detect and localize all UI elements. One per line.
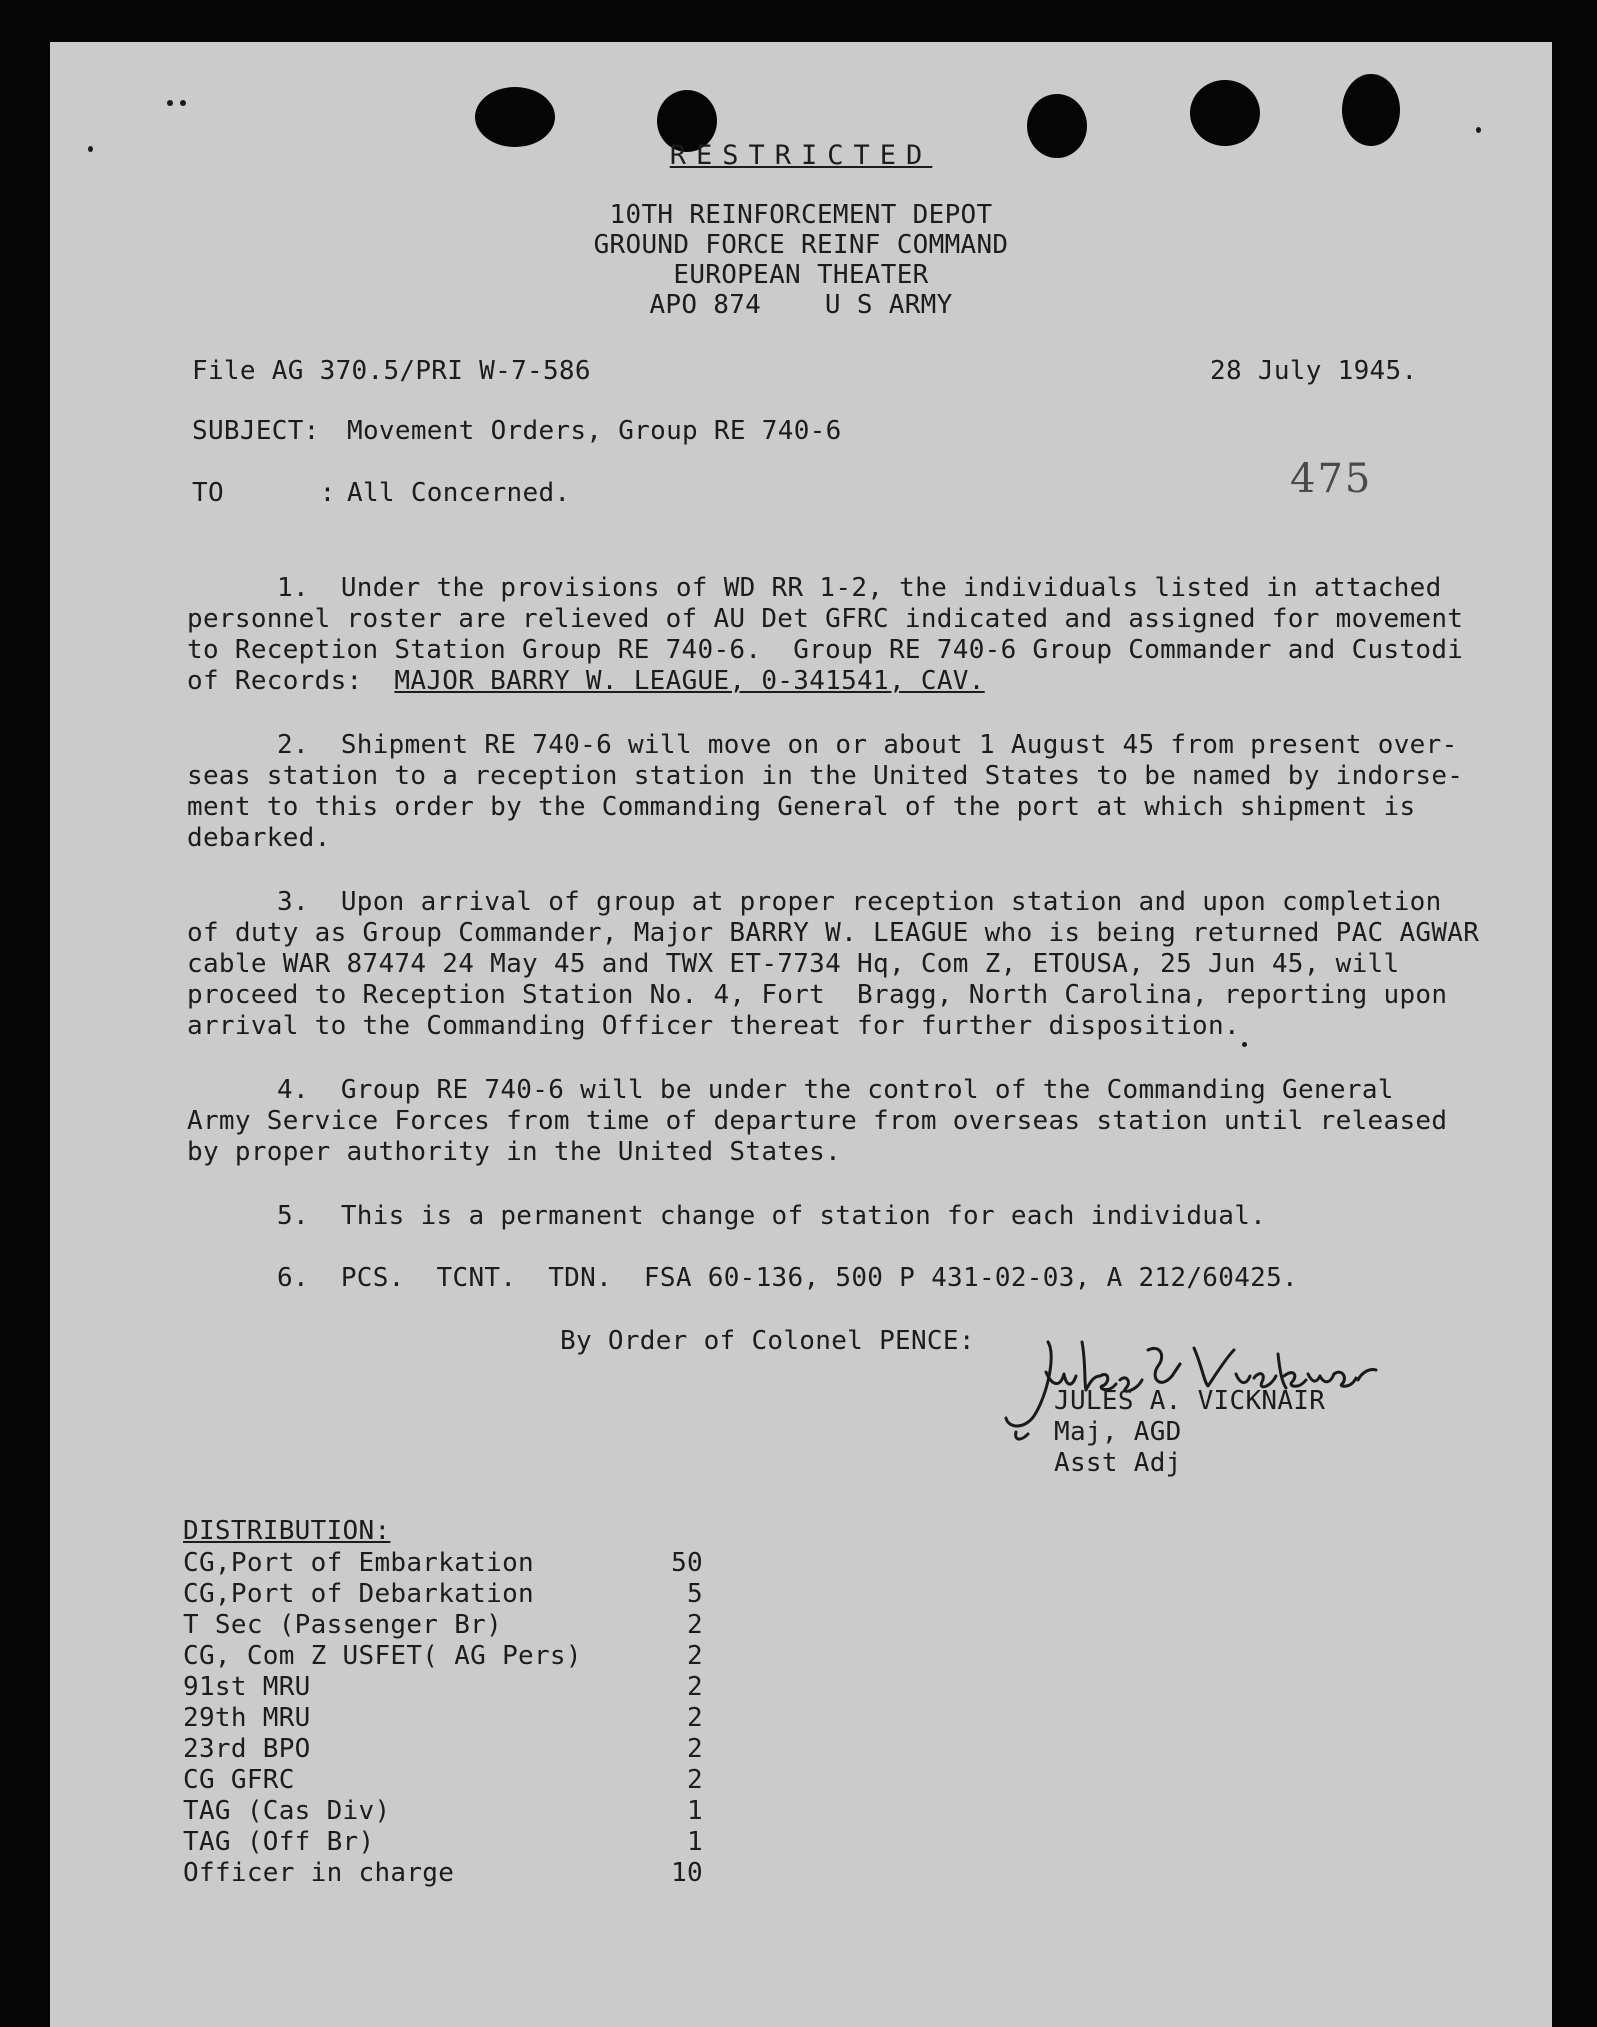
distribution-heading: DISTRIBUTION: [183, 1516, 391, 1546]
speck [1242, 1042, 1247, 1047]
distribution-recipient: 23rd BPO [183, 1734, 311, 1764]
para-2-line-4: debarked. [187, 823, 331, 853]
para-3-line-1: 3. Upon arrival of group at proper reception station and upon completion [277, 887, 1442, 917]
distribution-row [183, 1705, 703, 1735]
distribution-row [183, 1798, 703, 1828]
distribution-quantity: 2 [687, 1765, 703, 1795]
distribution-recipient: CG GFRC [183, 1765, 295, 1795]
para-4-line-3: by proper authority in the United States. [187, 1137, 842, 1167]
para-2-line-3: ment to this order by the Commanding General of the port at which shipment is [187, 792, 1416, 822]
para-1-prefix: of Records: [187, 666, 395, 696]
signer-name: JULES A. VICKNAIR [1054, 1386, 1326, 1416]
distribution-recipient: CG, Com Z USFET( AG Pers) [183, 1641, 582, 1671]
para-1-line-4 [187, 668, 985, 694]
org-line-2: GROUND FORCE REINF COMMAND [593, 230, 1009, 260]
by-order-line: By Order of Colonel PENCE: [560, 1326, 975, 1356]
distribution-row [183, 1860, 703, 1890]
distribution-row [183, 1829, 703, 1859]
org-line-3: EUROPEAN THEATER [673, 260, 929, 290]
distribution-quantity: 2 [687, 1703, 703, 1733]
distribution-quantity: 2 [687, 1672, 703, 1702]
para-6-line-1: 6. PCS. TCNT. TDN. FSA 60-136, 500 P 431-02-03, A 212/60425. [277, 1263, 1299, 1293]
document-date: 28 July 1945. [1210, 356, 1418, 386]
para-1-line-2: personnel roster are relieved of AU Det GFRC indicated and assigned for movement [187, 604, 1464, 634]
distribution-row [183, 1767, 703, 1797]
distribution-row [183, 1581, 703, 1611]
para-4-line-1: 4. Group RE 740-6 will be under the control of the Commanding General [277, 1075, 1394, 1105]
handwritten-signature [990, 1324, 1390, 1447]
org-line-4: APO 874 U S ARMY [649, 290, 953, 320]
subject-label: SUBJECT: [192, 416, 320, 446]
distribution-quantity: 2 [687, 1610, 703, 1640]
speck [180, 100, 186, 106]
para-1-line-1: 1. Under the provisions of WD RR 1-2, the individuals listed in attached [277, 573, 1442, 603]
to-text: All Concerned. [347, 478, 571, 508]
distribution-quantity: 10 [671, 1858, 703, 1888]
to-label: TO : [192, 478, 336, 508]
distribution-quantity: 2 [687, 1641, 703, 1671]
para-2-line-2: seas station to a reception station in the United States to be named by indorse- [187, 761, 1464, 791]
distribution-recipient: CG,Port of Embarkation [183, 1548, 534, 1578]
distribution-row [183, 1674, 703, 1704]
para-4-line-2: Army Service Forces from time of departure from overseas station until released [187, 1106, 1448, 1136]
para-3-line-4: proceed to Reception Station No. 4, Fort Bragg, North Carolina, reporting upon [187, 980, 1448, 1010]
file-reference: File AG 370.5/PRI W-7-586 [192, 356, 591, 386]
para-5-line-1: 5. This is a permanent change of station for each individual. [277, 1201, 1267, 1231]
document-page [50, 42, 1552, 2027]
distribution-quantity: 1 [687, 1796, 703, 1826]
distribution-quantity: 1 [687, 1827, 703, 1857]
para-2-line-1: 2. Shipment RE 740-6 will move on or about 1 August 45 from present over- [277, 730, 1458, 760]
signer-title: Asst Adj [1054, 1448, 1182, 1478]
distribution-row [183, 1612, 703, 1642]
speck [1476, 127, 1481, 133]
para-3-line-2: of duty as Group Commander, Major BARRY W. LEAGUE who is being returned PAC AGWAR [187, 918, 1480, 948]
classification-marking: RESTRICTED [669, 140, 933, 171]
distribution-row [183, 1643, 703, 1673]
punch-hole [1190, 80, 1260, 146]
distribution-recipient: 29th MRU [183, 1703, 311, 1733]
speck [167, 100, 173, 106]
distribution-recipient: 91st MRU [183, 1672, 311, 1702]
distribution-recipient: T Sec (Passenger Br) [183, 1610, 503, 1640]
stamp-number: 475 [1290, 456, 1373, 502]
distribution-quantity: 5 [687, 1579, 703, 1609]
punch-hole [475, 87, 555, 147]
distribution-recipient: TAG (Cas Div) [183, 1796, 391, 1826]
distribution-quantity: 2 [687, 1734, 703, 1764]
distribution-recipient: Officer in charge [183, 1858, 455, 1888]
subject-text: Movement Orders, Group RE 740-6 [347, 416, 842, 446]
distribution-row [183, 1550, 703, 1580]
punch-hole [1342, 74, 1400, 146]
distribution-recipient: CG,Port of Debarkation [183, 1579, 534, 1609]
para-3-line-3: cable WAR 87474 24 May 45 and TWX ET-7734 Hq, Com Z, ETOUSA, 25 Jun 45, will [187, 949, 1400, 979]
distribution-recipient: TAG (Off Br) [183, 1827, 375, 1857]
signer-rank: Maj, AGD [1054, 1417, 1182, 1447]
group-commander-name: MAJOR BARRY W. LEAGUE, 0-341541, CAV. [394, 666, 985, 696]
org-line-1: 10TH REINFORCEMENT DEPOT [609, 200, 993, 230]
para-1-line-3: to Reception Station Group RE 740-6. Group RE 740-6 Group Commander and Custodi [187, 635, 1464, 665]
distribution-row [183, 1736, 703, 1766]
distribution-quantity: 50 [671, 1548, 703, 1578]
para-3-line-5: arrival to the Commanding Officer thereat for further disposition. [187, 1011, 1240, 1041]
